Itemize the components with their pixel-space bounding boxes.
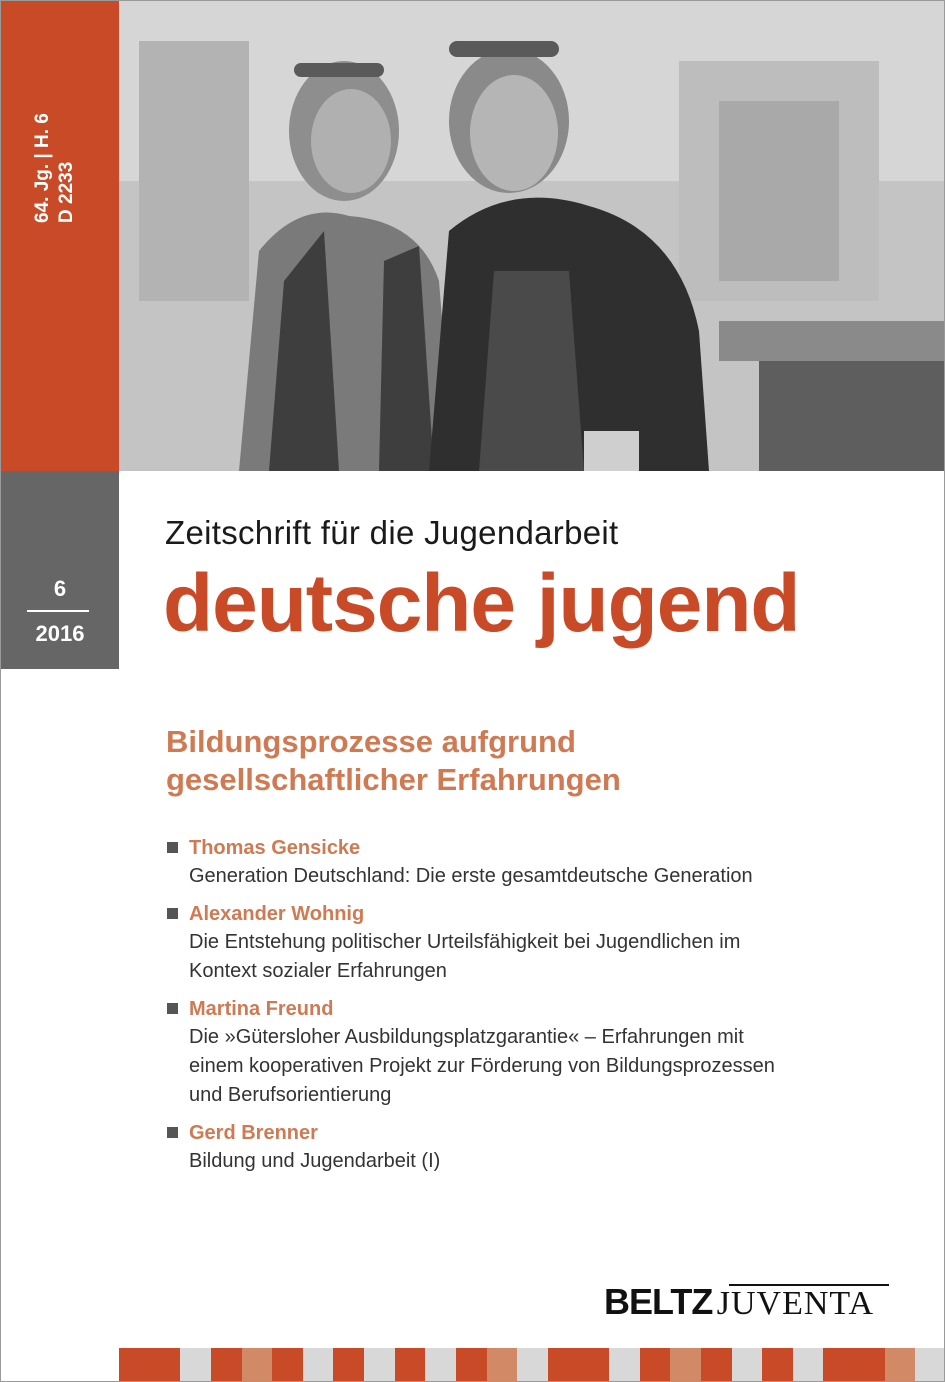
decorative-stripe (119, 1348, 945, 1382)
stripe-segment (854, 1348, 885, 1382)
volume-label: 64. Jg. | H. 6 (32, 113, 53, 223)
stripe-segment (793, 1348, 824, 1382)
bullet-square-icon (167, 842, 178, 853)
issue-number: 6 (53, 576, 67, 601)
spine-text (31, 113, 79, 223)
stripe-segment (180, 1348, 211, 1382)
stripe-segment (303, 1348, 334, 1382)
bullet-square-icon (167, 1127, 178, 1138)
article-title-line: einem kooperativen Projekt zur Förderung von Bildungsprozessen (189, 1055, 775, 1077)
cover-photo (119, 1, 945, 471)
article-author: Martina Freund (189, 998, 334, 1020)
theme-line: Bildungsprozesse aufgrund (166, 724, 576, 759)
stripe-segment (578, 1348, 609, 1382)
stripe-segment (487, 1348, 518, 1382)
article-author: Gerd Brenner (189, 1122, 318, 1144)
article-list (167, 834, 867, 1185)
issn-code: D 2233 (56, 161, 77, 223)
stripe-segment (150, 1348, 181, 1382)
stripe-segment (517, 1348, 548, 1382)
publisher-brand-beltz: BELTZ (604, 1281, 713, 1322)
stripe-segment (333, 1348, 364, 1382)
stripe-segment (119, 1348, 150, 1382)
article-author: Thomas Gensicke (189, 837, 361, 859)
article-title-line: und Berufsorientierung (189, 1084, 392, 1106)
stripe-segment (211, 1348, 242, 1382)
spine-band (1, 1, 119, 471)
stripe-segment (456, 1348, 487, 1382)
stripe-segment (640, 1348, 671, 1382)
stripe-segment (364, 1348, 395, 1382)
article-entry (167, 995, 867, 1110)
issue-year: 2016 (35, 621, 85, 646)
article-entry (167, 900, 867, 986)
stripe-segment (701, 1348, 732, 1382)
stripe-segment (548, 1348, 579, 1382)
stripe-segment (732, 1348, 763, 1382)
bullet-square-icon (167, 908, 178, 919)
stripe-segment (395, 1348, 426, 1382)
stripe-segment (762, 1348, 793, 1382)
bullet-square-icon (167, 1003, 178, 1014)
publisher-logo (604, 1281, 874, 1323)
magazine-title: deutsche jugend (163, 558, 800, 649)
issue-divider (27, 610, 89, 612)
article-author: Alexander Wohnig (189, 903, 365, 925)
stripe-segment (885, 1348, 916, 1382)
magazine-subtitle: Zeitschrift für die Jugendarbeit (165, 514, 619, 551)
stripe-segment (823, 1348, 854, 1382)
issue-theme (166, 723, 866, 799)
stripe-segment (915, 1348, 945, 1382)
stripe-segment (425, 1348, 456, 1382)
theme-line: gesellschaftlicher Erfahrungen (166, 762, 621, 797)
article-title-line: Die Entstehung politischer Urteilsfähigkeit bei Jugendlichen im (189, 931, 741, 953)
article-title-line: Die »Gütersloher Ausbildungsplatzgarantie« – Erfahrungen mit (189, 1026, 744, 1048)
article-title-line: Generation Deutschland: Die erste gesamtdeutsche Generation (189, 865, 753, 887)
stripe-segment (609, 1348, 640, 1382)
article-entry (167, 834, 867, 891)
article-entry (167, 1119, 867, 1176)
stripe-segment (242, 1348, 273, 1382)
publisher-brand-juventa: JUVENTA (716, 1285, 875, 1322)
stripe-segment (272, 1348, 303, 1382)
article-title-line: Bildung und Jugendarbeit (I) (189, 1150, 441, 1172)
workshop-photo-illustration (119, 1, 945, 471)
stripe-segment (670, 1348, 701, 1382)
article-title-line: Kontext sozialer Erfahrungen (189, 960, 447, 982)
